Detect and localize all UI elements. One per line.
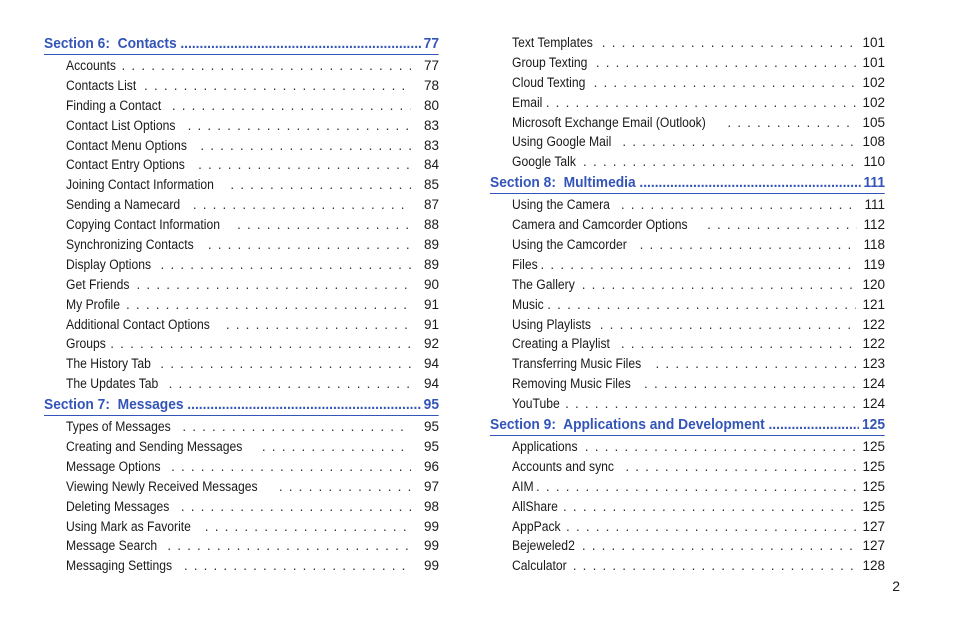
toc-entry[interactable] xyxy=(44,334,439,354)
page-ref: 88 xyxy=(423,217,439,233)
page-ref: 95 xyxy=(423,396,440,414)
toc-entry[interactable] xyxy=(490,477,885,497)
entry-title: Calculator xyxy=(512,558,567,574)
page-ref: 84 xyxy=(423,157,439,173)
page-ref: 125 xyxy=(862,478,885,494)
entry-title: Using the Camera xyxy=(512,197,610,213)
dot-leader xyxy=(600,315,857,335)
entry-title: AIM xyxy=(512,478,534,494)
toc-entry[interactable] xyxy=(490,354,885,374)
entry-title: Music xyxy=(512,296,544,312)
section-title: Section 7: Messages xyxy=(44,396,184,414)
entry-title: Using Playlists xyxy=(512,316,592,332)
page-ref: 127 xyxy=(862,538,885,554)
toc-left-column xyxy=(44,33,439,576)
toc-entry[interactable] xyxy=(44,556,439,576)
page-ref: 119 xyxy=(863,256,885,272)
toc-entry[interactable] xyxy=(490,255,885,275)
toc-entry[interactable] xyxy=(490,33,885,53)
toc-entry[interactable] xyxy=(44,96,439,116)
page-ref: 102 xyxy=(862,94,885,110)
page-ref: 120 xyxy=(862,276,885,292)
toc-entry[interactable] xyxy=(44,374,439,394)
dot-leader xyxy=(205,517,411,537)
entry-title: Creating a Playlist xyxy=(512,336,610,352)
dot-leader xyxy=(126,295,411,315)
toc-entry[interactable] xyxy=(490,73,885,93)
toc-entry[interactable] xyxy=(490,295,885,315)
entry-title: Files xyxy=(512,256,538,272)
entry-title: YouTube xyxy=(512,396,560,412)
dot-leader xyxy=(621,334,857,354)
entry-title: Google Talk xyxy=(512,154,576,170)
entry-title: Additional Contact Options xyxy=(66,316,210,332)
dot-leader xyxy=(226,315,411,335)
dot-leader xyxy=(602,33,857,53)
entry-title: Deleting Messages xyxy=(66,498,170,514)
dot-leader xyxy=(727,113,856,133)
toc-entry[interactable] xyxy=(490,113,885,133)
entry-title: Groups xyxy=(66,336,106,352)
page-ref: 108 xyxy=(862,134,885,150)
entry-title: Group Texting xyxy=(512,54,588,70)
dot-leader xyxy=(110,334,411,354)
toc-entry[interactable] xyxy=(490,394,885,414)
page-ref: 95 xyxy=(423,419,439,435)
toc-entry[interactable] xyxy=(44,417,439,437)
dot-leader xyxy=(122,56,411,76)
page-ref: 95 xyxy=(423,439,439,455)
entry-title: Email xyxy=(512,94,543,110)
page-ref: 83 xyxy=(423,117,439,133)
page-ref: 102 xyxy=(862,74,885,90)
page-ref: 98 xyxy=(423,498,439,514)
entry-title: The Updates Tab xyxy=(66,376,159,392)
toc-entry[interactable] xyxy=(490,275,885,295)
dot-leader xyxy=(622,132,856,152)
dot-leader xyxy=(640,235,857,255)
entry-title: Synchronizing Contacts xyxy=(66,237,194,253)
entry-title: Message Options xyxy=(66,458,161,474)
entry-title: Microsoft Exchange Email (Outlook) xyxy=(512,114,706,130)
dot-leader xyxy=(171,457,411,477)
toc-section-heading[interactable] xyxy=(490,173,885,194)
toc-entry[interactable] xyxy=(44,477,439,497)
section-title: Section 8: Multimedia xyxy=(490,174,636,192)
page-ref: 127 xyxy=(862,518,885,534)
page-ref: 124 xyxy=(862,376,885,392)
toc-entry[interactable] xyxy=(44,437,439,457)
page-ref: 99 xyxy=(423,558,439,574)
page-ref: 91 xyxy=(423,316,439,332)
page-ref: 77 xyxy=(423,35,440,52)
toc-entry[interactable] xyxy=(490,235,885,255)
entry-title: Contact List Options xyxy=(66,117,176,133)
page-ref: 124 xyxy=(862,396,885,412)
dot-leader xyxy=(167,536,411,556)
toc-entry[interactable] xyxy=(44,195,439,215)
dot-leader xyxy=(184,556,411,576)
toc-entry[interactable] xyxy=(490,497,885,517)
entry-title: Accounts and sync xyxy=(512,458,614,474)
page-ref: 122 xyxy=(862,316,885,332)
toc-entry[interactable] xyxy=(44,295,439,315)
dot-leader xyxy=(180,34,421,54)
entry-title: Display Options xyxy=(66,256,152,272)
dot-leader xyxy=(768,415,859,435)
page-ref: 112 xyxy=(863,217,885,233)
toc-entry[interactable] xyxy=(44,136,439,156)
entry-title: The Gallery xyxy=(512,276,575,292)
dot-leader xyxy=(137,275,411,295)
toc-entry[interactable] xyxy=(44,536,439,556)
dot-leader xyxy=(198,155,411,175)
entry-title: Cloud Texting xyxy=(512,74,586,90)
toc-entry[interactable] xyxy=(44,235,439,255)
page-ref: 77 xyxy=(423,58,439,73)
page-ref: 105 xyxy=(862,114,885,130)
dot-leader xyxy=(644,374,856,394)
page-ref: 87 xyxy=(423,197,439,213)
toc-entry[interactable] xyxy=(490,93,885,113)
dot-leader xyxy=(565,394,856,414)
dot-leader xyxy=(585,437,857,457)
dot-leader xyxy=(563,497,856,517)
entry-title: Using Mark as Favorite xyxy=(66,518,191,534)
page-ref: 83 xyxy=(423,137,439,153)
entry-title: Removing Music Files xyxy=(512,376,631,392)
dot-leader xyxy=(594,73,857,93)
dot-leader xyxy=(208,235,411,255)
page-ref: 99 xyxy=(423,518,439,534)
page-ref: 89 xyxy=(423,256,439,272)
page-ref: 101 xyxy=(862,35,885,50)
toc-entry[interactable] xyxy=(44,354,439,374)
toc-entry[interactable] xyxy=(490,334,885,354)
dot-leader xyxy=(262,437,411,457)
dot-leader xyxy=(583,152,857,172)
entry-title: Creating and Sending Messages xyxy=(66,439,243,455)
dot-leader xyxy=(193,195,411,215)
dot-leader xyxy=(582,536,857,556)
toc-entry[interactable] xyxy=(490,132,885,152)
entry-title: Using the Camcorder xyxy=(512,237,627,253)
toc-entry[interactable] xyxy=(44,275,439,295)
entry-title: Copying Contact Information xyxy=(66,217,220,233)
dot-leader xyxy=(172,96,411,116)
entry-title: Get Friends xyxy=(66,276,130,292)
toc-entry[interactable] xyxy=(44,215,439,235)
entry-title: Messaging Settings xyxy=(66,558,173,574)
dot-leader xyxy=(169,374,411,394)
dot-leader xyxy=(566,517,856,537)
dot-leader xyxy=(547,295,856,315)
dot-leader xyxy=(707,215,857,235)
dot-leader xyxy=(160,354,411,374)
page-ref: 90 xyxy=(423,276,439,292)
page-ref: 118 xyxy=(863,237,885,253)
dot-leader xyxy=(541,255,857,275)
section-title: Section 9: Applications and Development xyxy=(490,416,765,434)
page-ref: 94 xyxy=(423,376,439,392)
toc-entry[interactable] xyxy=(490,374,885,394)
entry-title: Applications xyxy=(512,439,578,455)
dot-leader xyxy=(188,116,411,136)
page-ref: 94 xyxy=(423,356,439,372)
dot-leader xyxy=(237,215,411,235)
dot-leader xyxy=(279,477,411,497)
dot-leader xyxy=(582,275,857,295)
toc-entry[interactable] xyxy=(44,175,439,195)
page-ref: 125 xyxy=(862,439,885,455)
toc-entry[interactable] xyxy=(44,255,439,275)
page-ref: 125 xyxy=(862,458,885,474)
entry-title: Using Google Mail xyxy=(512,134,612,150)
toc-entry[interactable] xyxy=(490,437,885,457)
page-ref: 125 xyxy=(861,416,886,434)
page-ref: 89 xyxy=(423,237,439,253)
dot-leader xyxy=(536,477,856,497)
dot-leader xyxy=(625,457,856,477)
page-ref: 122 xyxy=(862,336,885,352)
dot-leader xyxy=(639,173,860,193)
page-ref: 92 xyxy=(423,336,439,352)
toc-entry[interactable] xyxy=(44,56,439,76)
entry-title: Message Search xyxy=(66,538,158,554)
toc-entry[interactable] xyxy=(490,53,885,73)
entry-title: Joining Contact Information xyxy=(66,177,214,193)
entry-title: The History Tab xyxy=(66,356,151,372)
entry-title: Contact Entry Options xyxy=(66,157,185,173)
entry-title: Contact Menu Options xyxy=(66,137,187,153)
page-ref: 78 xyxy=(423,77,439,93)
dot-leader xyxy=(230,175,411,195)
page-ref: 111 xyxy=(864,197,885,213)
page-ref: 123 xyxy=(862,356,885,372)
toc-entry[interactable] xyxy=(44,155,439,175)
entry-title: Camera and Camcorder Options xyxy=(512,217,688,233)
entry-title: Sending a Namecard xyxy=(66,197,181,213)
toc-entry[interactable] xyxy=(490,536,885,556)
entry-title: Types of Messages xyxy=(66,419,171,435)
toc-section-heading[interactable] xyxy=(490,415,885,436)
entry-title: AppPack xyxy=(512,518,561,534)
page-ref: 80 xyxy=(423,97,439,113)
toc-section-heading[interactable] xyxy=(44,34,439,55)
dot-leader xyxy=(181,497,411,517)
dot-leader xyxy=(161,255,411,275)
entry-title: Viewing Newly Received Messages xyxy=(66,478,258,494)
toc-entry[interactable] xyxy=(490,556,885,576)
toc-entry[interactable] xyxy=(490,215,885,235)
page-ref: 96 xyxy=(423,458,439,474)
dot-leader xyxy=(621,195,857,215)
toc-entry[interactable] xyxy=(490,457,885,477)
toc-entry[interactable] xyxy=(490,195,885,215)
entry-title: Transferring Music Files xyxy=(512,356,642,372)
page-ref: 111 xyxy=(863,174,886,192)
page-ref: 85 xyxy=(423,177,439,193)
entry-title: Finding a Contact xyxy=(66,97,162,113)
entry-title: Contacts List xyxy=(66,77,137,93)
toc-entry[interactable] xyxy=(44,497,439,517)
dot-leader xyxy=(546,93,857,113)
toc-entry[interactable] xyxy=(44,517,439,537)
page-ref: 110 xyxy=(863,154,885,170)
page-ref: 97 xyxy=(423,478,439,494)
toc-entry[interactable] xyxy=(44,457,439,477)
dot-leader xyxy=(144,76,411,96)
dot-leader xyxy=(187,395,421,415)
page-ref: 121 xyxy=(862,296,885,312)
dot-leader xyxy=(596,53,857,73)
page-ref: 101 xyxy=(862,54,885,70)
entry-title: My Profile xyxy=(66,296,121,312)
page-ref: 99 xyxy=(423,538,439,554)
toc-entry[interactable] xyxy=(490,517,885,537)
toc-right-column xyxy=(490,33,885,576)
toc-entry[interactable] xyxy=(490,152,885,172)
toc-entry[interactable] xyxy=(490,315,885,335)
entry-title: Text Templates xyxy=(512,35,593,50)
toc-entry[interactable] xyxy=(44,116,439,136)
section-title: Section 6: Contacts xyxy=(44,35,177,52)
page-ref: 128 xyxy=(862,558,885,574)
toc-entry[interactable] xyxy=(44,315,439,335)
dot-leader xyxy=(200,136,411,156)
page-number: 2 xyxy=(892,578,900,594)
dot-leader xyxy=(656,354,857,374)
entry-title: Accounts xyxy=(66,58,116,73)
page-ref: 125 xyxy=(862,498,885,514)
toc-section-heading[interactable] xyxy=(44,395,439,416)
dot-leader xyxy=(573,556,857,576)
toc-entry[interactable] xyxy=(44,76,439,96)
entry-title: Bejeweled2 xyxy=(512,538,575,554)
page-ref: 91 xyxy=(423,296,439,312)
entry-title: AllShare xyxy=(512,498,558,514)
dot-leader xyxy=(182,417,411,437)
